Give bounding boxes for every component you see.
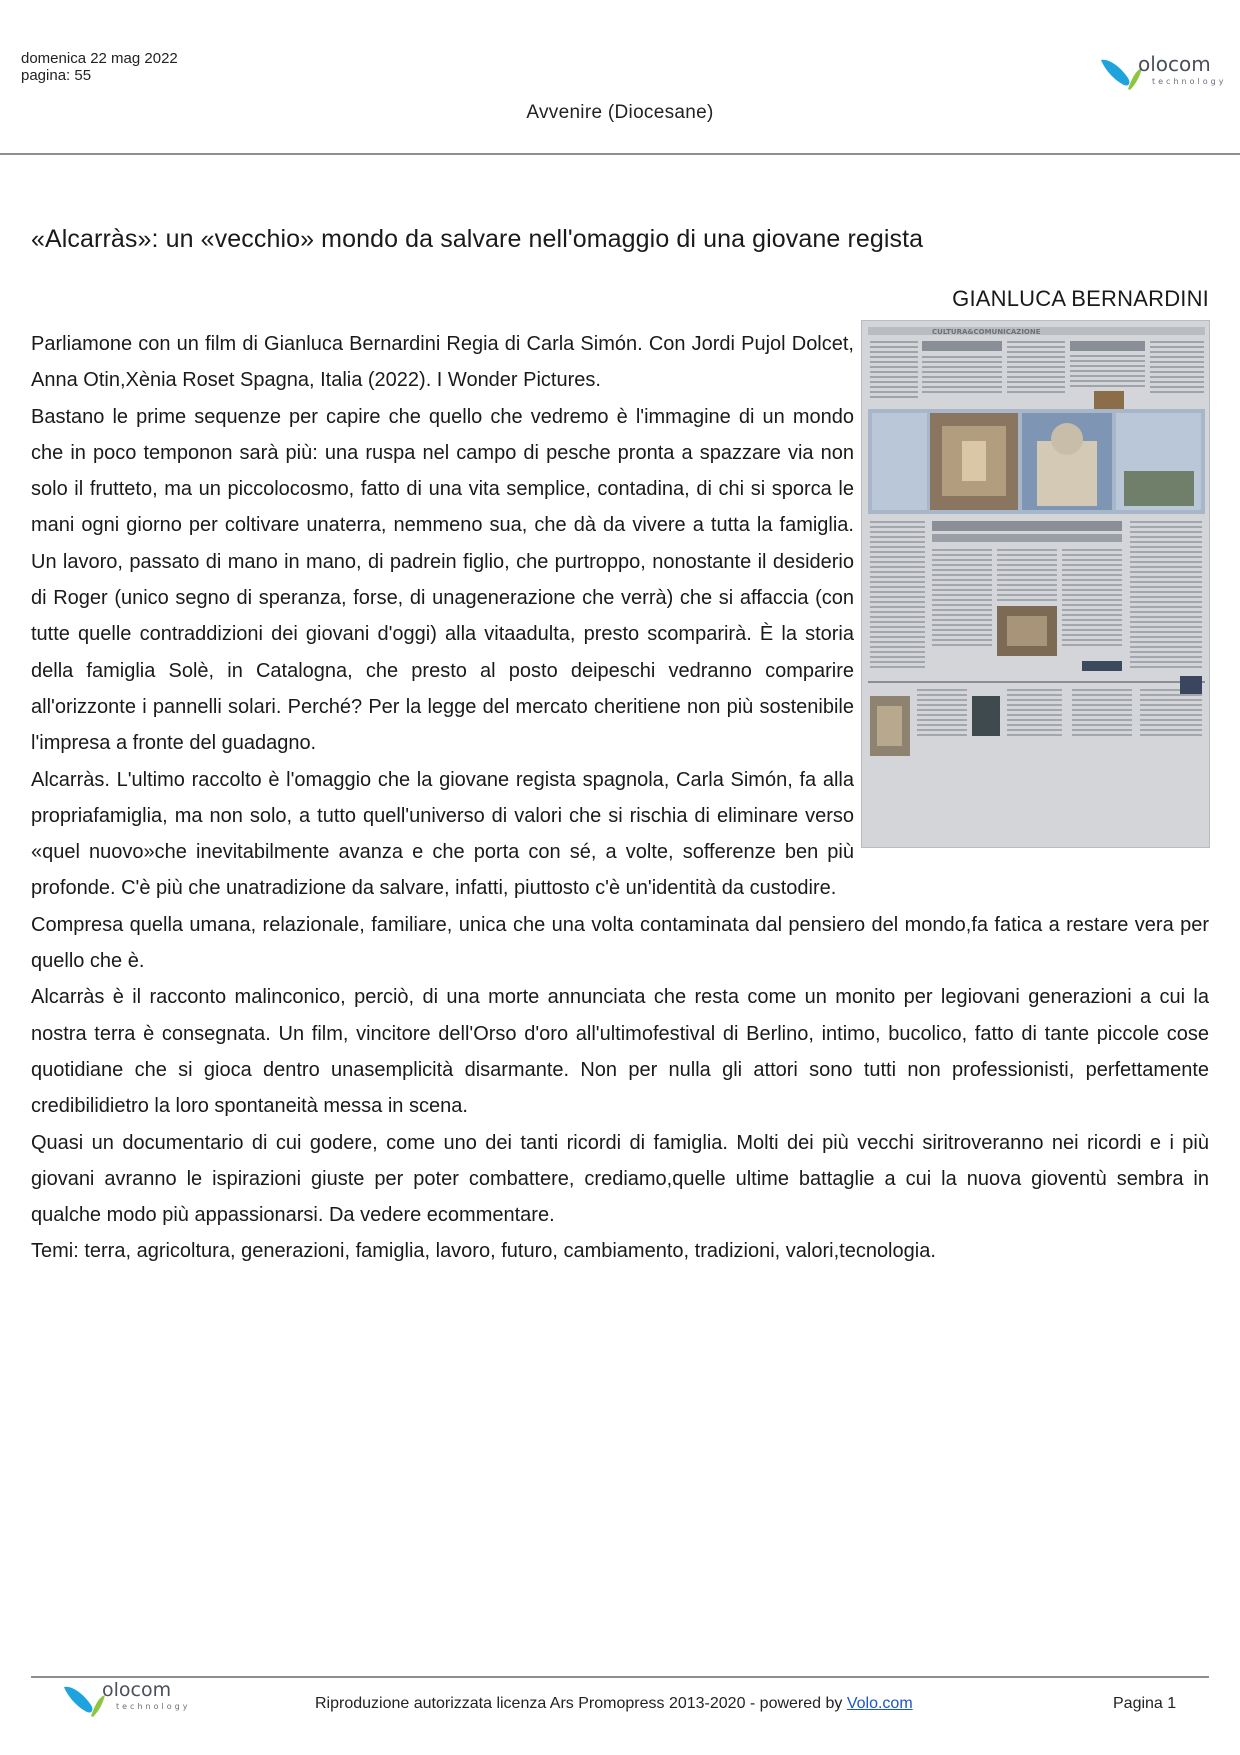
header-divider xyxy=(0,153,1240,155)
publication-source: Avvenire (Diocesane) xyxy=(526,102,714,123)
document-page: pagina: 55 xyxy=(21,67,92,84)
volocom-logo-icon xyxy=(60,1681,108,1721)
footer-license xyxy=(315,1695,913,1713)
article-paragraph: Compresa quella umana, relazionale, familiare, unica che una volta contaminata dal pensiero del mondo,fa fatica a restare vera per quello che è. xyxy=(31,913,1209,973)
article-paragraph: Alcarràs è il racconto malinconico, perciò, di una morte annunciata che resta come un monito per legiovani generazioni a cui la nostra terra è consegnata. Un film, vincitore dell'Orso d'oro all'ultimofestival di Berlino, intimo, bucolico, fatto di tante piccole cose quotidiane che si gioca dentro unasemplicità disarmante. Non per nulla gli attori sono tutti non professionisti, perfettamente credibilidietro la loro spontaneità messa in scena. xyxy=(31,986,1209,1118)
volo-link[interactable]: Volo.com xyxy=(846,1695,913,1712)
volocom-footer-logo xyxy=(60,1681,190,1721)
article-paragraph: Temi: terra, agricoltura, generazioni, famiglia, lavoro, futuro, cambiamento, tradizioni, valori,tecnologia. xyxy=(31,1240,936,1263)
logo-subtitle: technology xyxy=(116,1702,191,1711)
thumb-section-header: CULTURA&COMUNICAZIONE xyxy=(932,328,1041,336)
page-number: Pagina 1 xyxy=(1113,1695,1177,1712)
article-paragraph: Bastano le prime sequenze per capire che quello che vedremo è l'immagine di un mondo che in poco temponon sarà più: una ruspa nel campo di pesche pronta a spazzare via non solo il frutteto, ma un piccolocosmo, fatto di una vita semplice, contadina, di chi si sporca le mani ogni giorno per coltivare unaterra, nemmeno sua, che dà da vivere a tutta la famiglia. Un lavoro, passato di mano in mano, di padrein figlio, che purtroppo, nonostante il desiderio di Roger (unico segno di speranza, forse, di unagenerazione che verrà) che si affaccia (con tutte quelle contraddizioni dei giovani d'oggi) alla vitaadulta, presto scomparirà. È la storia della famiglia Solè, in Catalogna, che presto al posto deipeschi vedranno comparire all'orizzonte i pannelli solari. Perché? Per la legge del mercato cheritiene non più sostenibile l'impresa a fronte del guadagno. xyxy=(31,405,854,755)
document-date: domenica 22 mag 2022 xyxy=(21,50,178,67)
logo-wordmark: olocom xyxy=(1138,52,1211,76)
article-body xyxy=(31,326,1209,1270)
article-paragraph: Parliamone con un film di Gianluca Bernardini Regia di Carla Simón. Con Jordi Pujol Dolcet, Anna Otin,Xènia Roset Spagna, Italia (2022). I Wonder Pictures. xyxy=(31,333,854,392)
thumbnail-spacer xyxy=(854,326,1209,851)
volocom-logo xyxy=(1098,54,1226,94)
article-author: GIANLUCA BERNARDINI xyxy=(952,286,1209,311)
footer-divider xyxy=(31,1676,1209,1678)
article-title: «Alcarràs»: un «vecchio» mondo da salvare nell'omaggio di una giovane regista xyxy=(31,225,924,253)
logo-wordmark: olocom xyxy=(102,1679,172,1701)
article-paragraph: Alcarràs. L'ultimo raccolto è l'omaggio che la giovane regista spagnola, Carla Simón, fa alla propriafamiglia, ma non solo, a tutto quell'universo di valori che si rischia di eliminare verso «quel nuovo»che inevitabilmente avanza e che porta con sé, a volte, sofferenze ben più profonde. C'è più che unatradizione da salvare, infatti, piuttosto c'è un'identità da custodire. xyxy=(31,768,854,900)
footer-license-text: Riproduzione autorizzata licenza Ars Promopress 2013-2020 - powered by xyxy=(315,1695,847,1712)
logo-subtitle: technology xyxy=(1152,77,1227,86)
document-meta xyxy=(21,50,178,84)
article-paragraph: Quasi un documentario di cui godere, come uno dei tanti ricordi di famiglia. Molti dei più vecchi siritroveranno nei ricordi e i più giovani avranno le ispirazioni giuste per poter combattere, crediamo,quelle ultime battaglie a cui la nuova gioventù sembra in qualche modo più appassionarsi. Da vedere ecommentare. xyxy=(31,1131,1209,1227)
